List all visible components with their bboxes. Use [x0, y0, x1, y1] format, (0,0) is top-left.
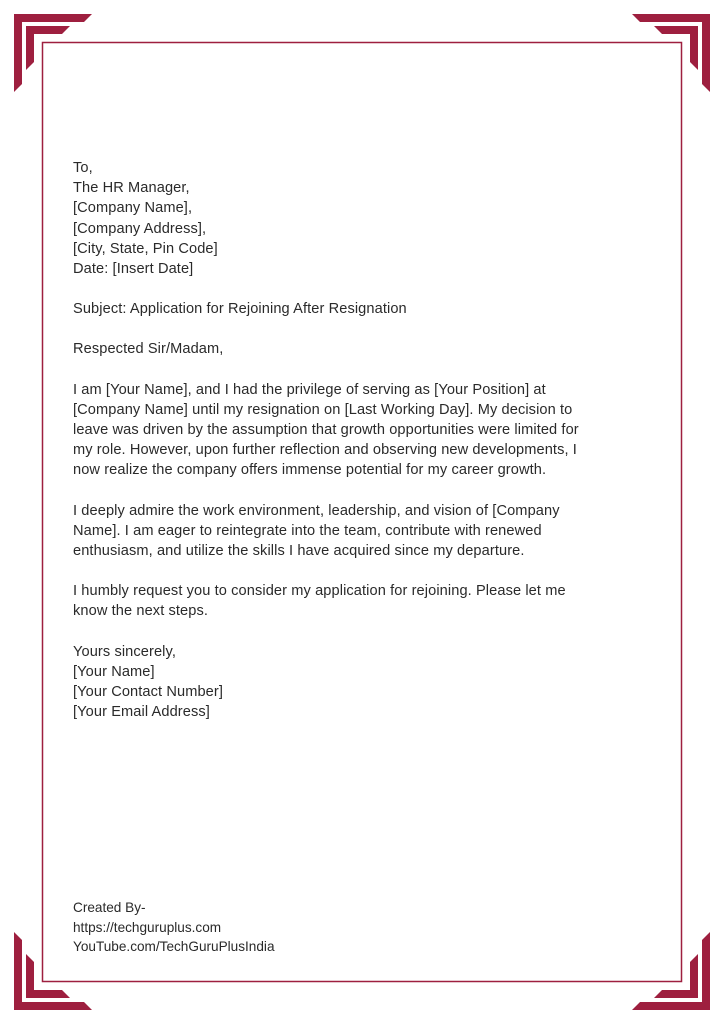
paragraph-intro — [73, 380, 643, 481]
paragraph-request — [73, 581, 643, 621]
paragraph-line: I humbly request you to consider my application for rejoining. Please let me — [73, 583, 566, 600]
paragraph-line: I deeply admire the work environment, leadership, and vision of [Company — [73, 502, 560, 519]
email-address: [Your Email Address] — [73, 704, 210, 721]
closing-line: Yours sincerely, — [73, 643, 176, 660]
paragraph-admiration — [73, 501, 643, 562]
paragraph-line: now realize the company offers immense potential for my career growth. — [73, 462, 547, 479]
paragraph-line: enthusiasm, and utilize the skills I have acquired since my departure. — [73, 543, 525, 560]
created-by-label: Created By- — [73, 900, 146, 915]
paragraph-line: my role. However, upon further reflection and observing new developments, I — [73, 442, 577, 459]
signature-name: [Your Name] — [73, 663, 155, 680]
closing-block — [73, 642, 643, 723]
paragraph-line: Name]. I am eager to reintegrate into the team, contribute with renewed — [73, 522, 542, 539]
letter-body — [73, 158, 643, 722]
address-line: [Company Name], — [73, 200, 193, 217]
recipient-address-block — [73, 158, 643, 279]
paragraph-line: leave was driven by the assumption that growth opportunities were limited for — [73, 422, 579, 439]
date-line: Date: [Insert Date] — [73, 261, 194, 278]
paragraph-line: I am [Your Name], and I had the privilege of serving as [Your Position] at — [73, 381, 546, 398]
credits-footer — [73, 898, 275, 957]
address-line: [Company Address], — [73, 220, 207, 237]
salutation: Respected Sir/Madam, — [73, 341, 224, 358]
address-line: [City, State, Pin Code] — [73, 240, 218, 257]
paragraph-line: know the next steps. — [73, 603, 209, 620]
subject-line: Subject: Application for Rejoining After Resignation — [73, 301, 407, 318]
corner-ornament-bottom-right — [632, 932, 710, 1010]
youtube-link[interactable]: YouTube.com/TechGuruPlusIndia — [73, 939, 275, 955]
corner-ornament-top-right — [632, 14, 710, 92]
address-line: To, — [73, 160, 93, 176]
paragraph-line: [Company Name] until my resignation on [Last Working Day]. My decision to — [73, 401, 573, 418]
website-link[interactable]: https://techguruplus.com — [73, 919, 222, 935]
corner-ornament-top-left — [14, 14, 92, 92]
address-line: The HR Manager, — [73, 180, 190, 197]
contact-number: [Your Contact Number] — [73, 684, 224, 701]
